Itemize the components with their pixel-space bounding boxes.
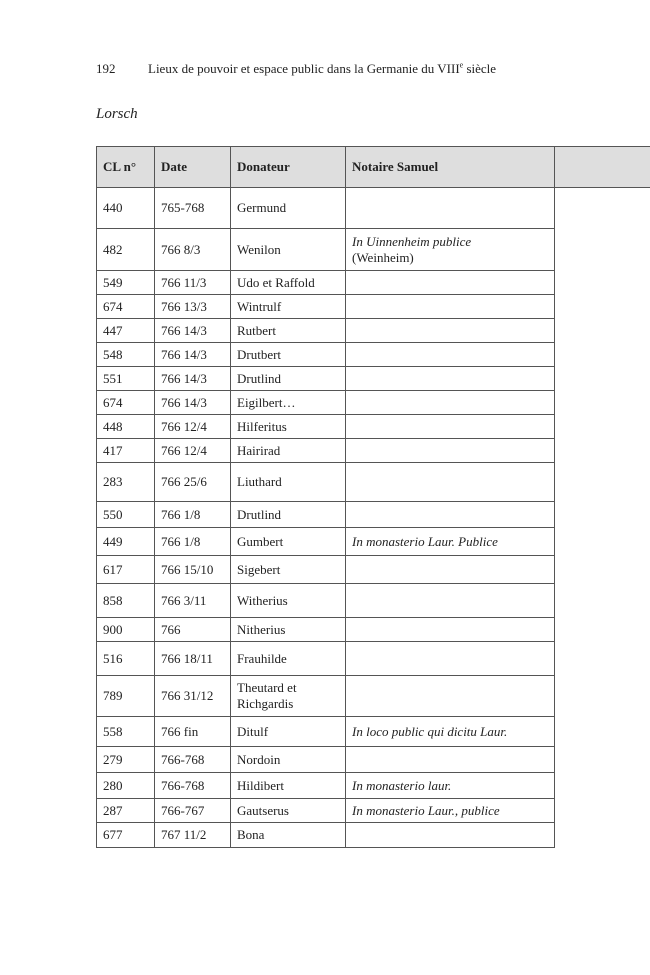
date-cell: 766 31/12 bbox=[155, 676, 231, 717]
extra-cell bbox=[555, 415, 650, 439]
notary-note-cell bbox=[346, 391, 555, 415]
cl-number-cell: 482 bbox=[97, 229, 155, 271]
donor-cell bbox=[231, 319, 346, 343]
notary-note: In Uinnenheim publice bbox=[352, 233, 472, 249]
donor-name: Theutard et bbox=[237, 680, 297, 695]
donor-cell bbox=[231, 676, 346, 717]
extra-cell bbox=[555, 367, 650, 391]
donor-cell bbox=[231, 528, 346, 556]
donor-name: Hilferitus bbox=[237, 418, 287, 434]
cl-number-cell: 447 bbox=[97, 319, 155, 343]
table-row bbox=[97, 502, 650, 528]
extra-cell bbox=[555, 584, 650, 618]
cl-number-cell: 550 bbox=[97, 502, 155, 528]
cl-number-cell: 558 bbox=[97, 717, 155, 747]
table-row bbox=[97, 773, 650, 799]
donor-cell bbox=[231, 556, 346, 584]
cl-number-cell: 516 bbox=[97, 642, 155, 676]
page-number: 192 bbox=[96, 61, 116, 77]
table-row bbox=[97, 367, 650, 391]
table-row bbox=[97, 319, 650, 343]
notary-note-cell bbox=[346, 618, 555, 642]
donor-name-continued: Richgardis bbox=[237, 696, 294, 711]
table-row bbox=[97, 676, 650, 717]
cl-number-cell: 549 bbox=[97, 271, 155, 295]
table-row bbox=[97, 188, 650, 229]
table-row bbox=[97, 556, 650, 584]
cl-number-cell: 617 bbox=[97, 556, 155, 584]
extra-cell bbox=[555, 391, 650, 415]
donor-name: Bona bbox=[237, 827, 265, 842]
notary-note-cell bbox=[346, 773, 555, 799]
donor-name: Ditulf bbox=[237, 723, 269, 739]
cl-number-cell: 287 bbox=[97, 799, 155, 823]
column-header-notary: Notaire Samuel bbox=[346, 147, 555, 188]
cl-number-cell: 440 bbox=[97, 188, 155, 229]
cl-number-cell: 789 bbox=[97, 676, 155, 717]
donor-cell bbox=[231, 642, 346, 676]
extra-cell bbox=[555, 642, 650, 676]
table-header-row bbox=[97, 147, 650, 188]
donor-name: Drutlind bbox=[237, 370, 282, 386]
notary-note-cell bbox=[346, 367, 555, 391]
cl-number-cell: 900 bbox=[97, 618, 155, 642]
extra-cell bbox=[555, 319, 650, 343]
donor-cell bbox=[231, 773, 346, 799]
date-cell: 766 1/8 bbox=[155, 528, 231, 556]
extra-cell bbox=[555, 676, 650, 717]
notary-note-cell bbox=[346, 584, 555, 618]
notary-note: In loco public qui dicitu Laur. bbox=[352, 723, 508, 739]
donor-name: Sigebert bbox=[237, 561, 281, 577]
date-cell: 766 18/11 bbox=[155, 642, 231, 676]
table-row bbox=[97, 439, 650, 463]
column-header-cl: CL n° bbox=[97, 147, 155, 188]
extra-cell bbox=[555, 295, 650, 319]
donor-name: Nitherius bbox=[237, 621, 286, 637]
table-row bbox=[97, 799, 650, 823]
section-title: Lorsch bbox=[96, 106, 138, 122]
notary-note-cell bbox=[346, 439, 555, 463]
donor-name: Hildibert bbox=[237, 777, 284, 793]
donor-name: Frauhilde bbox=[237, 650, 287, 666]
date-cell: 766 25/6 bbox=[155, 463, 231, 502]
donor-cell bbox=[231, 463, 346, 502]
extra-cell bbox=[555, 799, 650, 823]
extra-cell bbox=[555, 773, 650, 799]
notary-note-cell bbox=[346, 319, 555, 343]
donor-cell bbox=[231, 188, 346, 229]
donor-cell bbox=[231, 584, 346, 618]
date-cell: 766-768 bbox=[155, 747, 231, 773]
donor-name: Wintrulf bbox=[237, 298, 282, 314]
column-header-donor: Donateur bbox=[231, 147, 346, 188]
extra-cell bbox=[555, 747, 650, 773]
notary-note-cell bbox=[346, 823, 555, 848]
notary-note: In monasterio Laur., publice bbox=[352, 802, 500, 818]
donor-name: Gautserus bbox=[237, 802, 289, 818]
notary-note-cell bbox=[346, 463, 555, 502]
table-row bbox=[97, 747, 650, 773]
donor-cell bbox=[231, 391, 346, 415]
donor-name: Drutlind bbox=[237, 506, 282, 522]
donor-cell bbox=[231, 799, 346, 823]
date-cell: 766 3/11 bbox=[155, 584, 231, 618]
extra-cell bbox=[555, 343, 650, 367]
running-head bbox=[96, 61, 496, 77]
donor-cell bbox=[231, 415, 346, 439]
table-row bbox=[97, 271, 650, 295]
donor-name: Rutbert bbox=[237, 322, 276, 338]
table-row bbox=[97, 642, 650, 676]
donor-cell bbox=[231, 367, 346, 391]
donor-name: Witherius bbox=[237, 592, 288, 608]
notary-note-cell bbox=[346, 799, 555, 823]
donor-cell bbox=[231, 343, 346, 367]
notary-note-cell bbox=[346, 502, 555, 528]
cl-number-cell: 448 bbox=[97, 415, 155, 439]
extra-cell bbox=[555, 556, 650, 584]
donor-name: Nordoin bbox=[237, 751, 281, 767]
notary-note-cell bbox=[346, 271, 555, 295]
extra-cell bbox=[555, 823, 650, 848]
cl-number-cell: 279 bbox=[97, 747, 155, 773]
notary-note: In monasterio Laur. Publice bbox=[352, 533, 498, 549]
table-row bbox=[97, 343, 650, 367]
notary-note-cell bbox=[346, 642, 555, 676]
date-cell: 765-768 bbox=[155, 188, 231, 229]
charters-table bbox=[96, 146, 650, 848]
extra-cell bbox=[555, 463, 650, 502]
notary-note-cell bbox=[346, 295, 555, 319]
extra-cell bbox=[555, 528, 650, 556]
date-cell: 766 11/3 bbox=[155, 271, 231, 295]
cl-number-cell: 283 bbox=[97, 463, 155, 502]
notary-note-cell bbox=[346, 676, 555, 717]
extra-cell bbox=[555, 271, 650, 295]
donor-cell bbox=[231, 823, 346, 848]
donor-cell bbox=[231, 618, 346, 642]
donor-name: Germund bbox=[237, 200, 287, 215]
donor-name: Gumbert bbox=[237, 533, 284, 549]
table-row bbox=[97, 415, 650, 439]
donor-name: Liuthard bbox=[237, 474, 282, 489]
table-row bbox=[97, 391, 650, 415]
date-cell: 766 12/4 bbox=[155, 439, 231, 463]
column-header-date: Date bbox=[155, 147, 231, 188]
donor-name: Wenilon bbox=[237, 241, 281, 257]
date-cell: 766 fin bbox=[155, 717, 231, 747]
donor-cell bbox=[231, 717, 346, 747]
running-title: Lieux de pouvoir et espace public dans la Germanie du VIIIe siècle bbox=[148, 61, 497, 77]
table-row bbox=[97, 717, 650, 747]
extra-cell bbox=[555, 717, 650, 747]
notary-note-cell bbox=[346, 717, 555, 747]
date-cell: 766 14/3 bbox=[155, 367, 231, 391]
donor-cell bbox=[231, 502, 346, 528]
donor-name: Hairirad bbox=[237, 442, 281, 458]
donor-cell bbox=[231, 295, 346, 319]
donor-name: Udo et Raffold bbox=[237, 274, 315, 290]
cl-number-cell: 548 bbox=[97, 343, 155, 367]
date-cell: 766-767 bbox=[155, 799, 231, 823]
notary-note: In monasterio laur. bbox=[352, 777, 452, 793]
cl-number-cell: 677 bbox=[97, 823, 155, 848]
notary-note-cell bbox=[346, 415, 555, 439]
date-cell: 766 14/3 bbox=[155, 391, 231, 415]
date-cell: 766 8/3 bbox=[155, 229, 231, 271]
donor-name: Drutbert bbox=[237, 346, 282, 362]
table-row bbox=[97, 463, 650, 502]
extra-cell bbox=[555, 502, 650, 528]
date-cell: 766 13/3 bbox=[155, 295, 231, 319]
table-row bbox=[97, 229, 650, 271]
notary-note-cell bbox=[346, 556, 555, 584]
table-row bbox=[97, 823, 650, 848]
cl-number-cell: 674 bbox=[97, 295, 155, 319]
table-row bbox=[97, 528, 650, 556]
date-cell: 766-768 bbox=[155, 773, 231, 799]
extra-cell bbox=[555, 439, 650, 463]
cl-number-cell: 449 bbox=[97, 528, 155, 556]
date-cell: 766 bbox=[155, 618, 231, 642]
notary-note-cell bbox=[346, 343, 555, 367]
date-cell: 767 11/2 bbox=[155, 823, 231, 848]
table-row bbox=[97, 618, 650, 642]
cl-number-cell: 858 bbox=[97, 584, 155, 618]
column-header-extra bbox=[555, 147, 650, 188]
extra-cell bbox=[555, 229, 650, 271]
notary-note-cell bbox=[346, 229, 555, 271]
date-cell: 766 12/4 bbox=[155, 415, 231, 439]
cl-number-cell: 280 bbox=[97, 773, 155, 799]
notary-note-cell bbox=[346, 528, 555, 556]
date-cell: 766 15/10 bbox=[155, 556, 231, 584]
notary-note-cell bbox=[346, 747, 555, 773]
date-cell: 766 14/3 bbox=[155, 343, 231, 367]
extra-cell bbox=[555, 188, 650, 229]
table-row bbox=[97, 584, 650, 618]
donor-cell bbox=[231, 271, 346, 295]
notary-note-place: (Weinheim) bbox=[352, 249, 414, 265]
notary-note-cell bbox=[346, 188, 555, 229]
donor-cell bbox=[231, 439, 346, 463]
extra-cell bbox=[555, 618, 650, 642]
date-cell: 766 1/8 bbox=[155, 502, 231, 528]
table-body bbox=[97, 188, 650, 848]
cl-number-cell: 551 bbox=[97, 367, 155, 391]
date-cell: 766 14/3 bbox=[155, 319, 231, 343]
cl-number-cell: 674 bbox=[97, 391, 155, 415]
donor-name: Eigilbert… bbox=[237, 394, 296, 410]
donor-cell bbox=[231, 229, 346, 271]
donor-cell bbox=[231, 747, 346, 773]
table-row bbox=[97, 295, 650, 319]
cl-number-cell: 417 bbox=[97, 439, 155, 463]
